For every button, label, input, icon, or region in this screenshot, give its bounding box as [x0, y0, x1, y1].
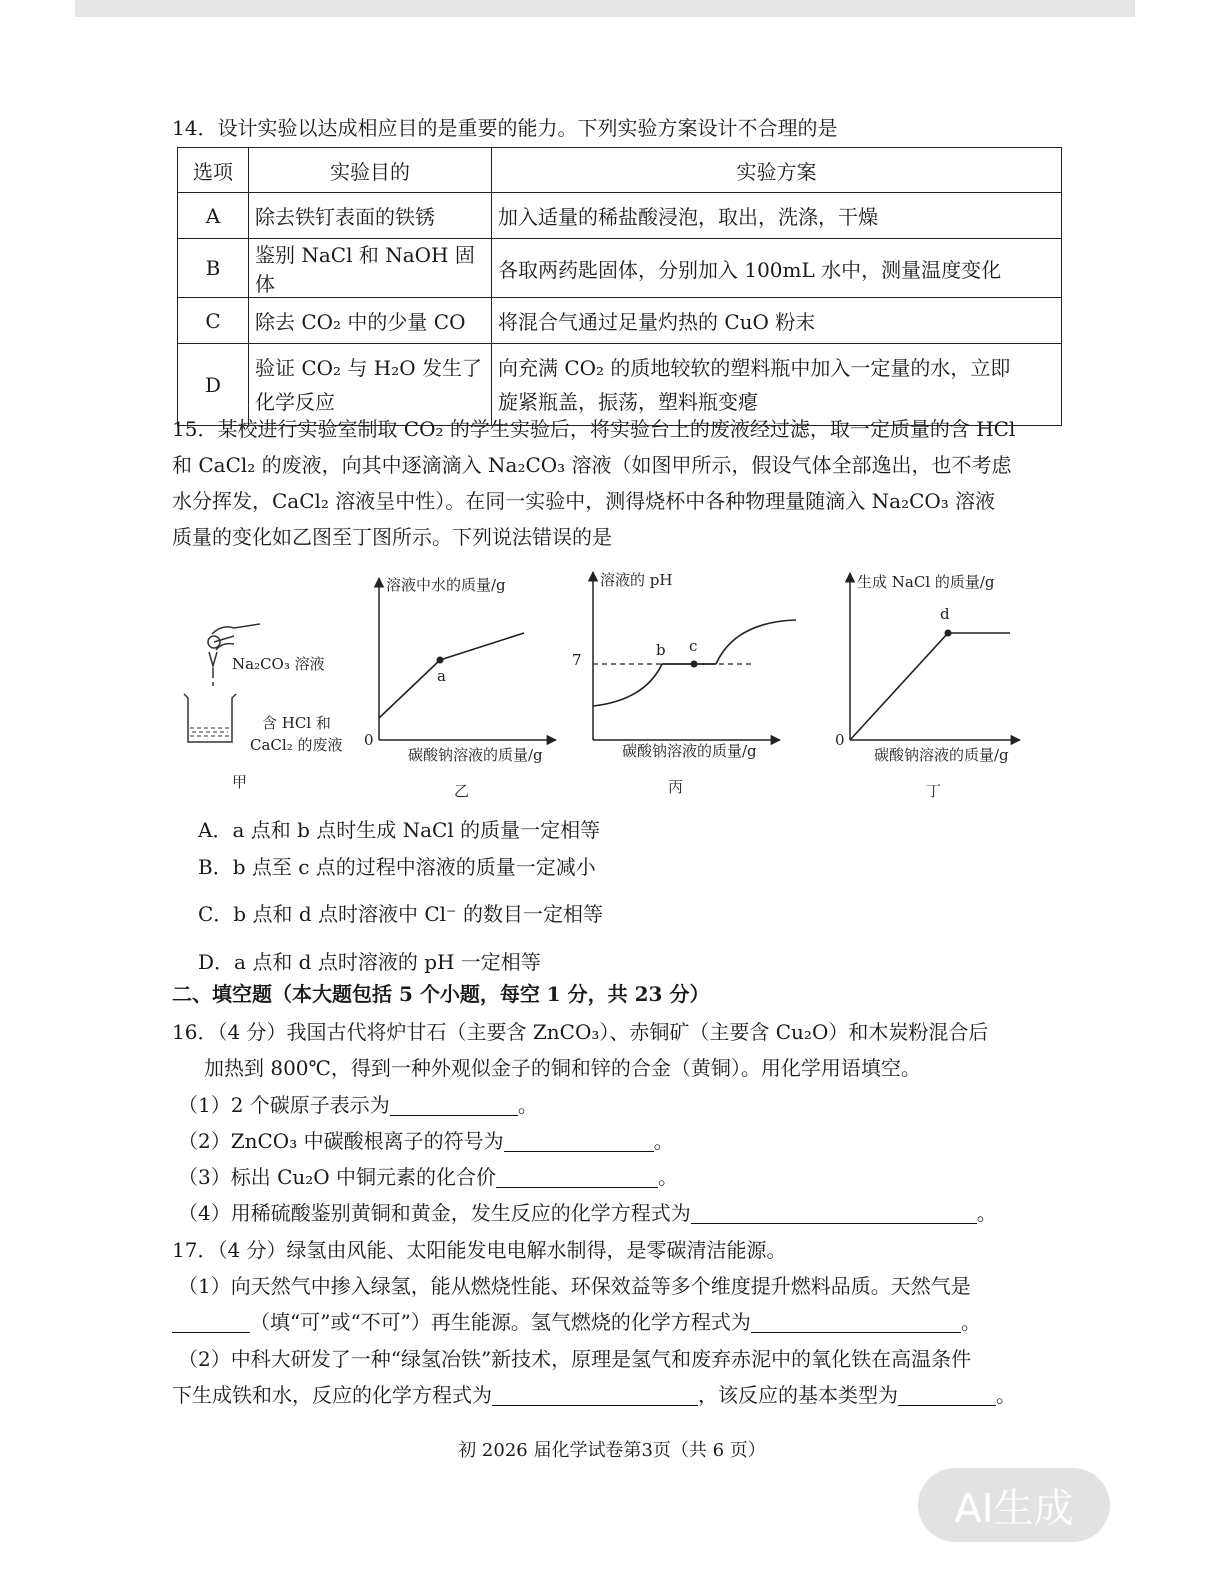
q17-part2-line2-text-b: ，该反应的基本类型为: [698, 1383, 898, 1407]
figure-yi: [364, 576, 556, 800]
answer-blank[interactable]: [898, 1385, 996, 1406]
ai-generated-badge: AI生成: [918, 1468, 1110, 1542]
purpose-cell: 除去 CO₂ 中的少量 CO: [249, 298, 492, 344]
ph-curve-rising: [593, 664, 662, 706]
header-plan: 实验方案: [492, 148, 1062, 193]
option-label: B: [178, 239, 249, 298]
q15-option-d: D．a 点和 d 点时溶液的 pH 一定相等: [198, 950, 541, 974]
x-axis-label: 碳酸钠溶液的质量/g: [622, 742, 757, 760]
q17-part1-line2-text: （填“可”或“不可”）再生能源。氢气燃烧的化学方程式为: [250, 1310, 751, 1334]
header-purpose: 实验目的: [249, 148, 492, 193]
end-mark: 。: [976, 1201, 997, 1225]
q16-stem-2: 加热到 800℃，得到一种外观似金子的铜和锌的合金（黄铜）。用化学用语填空。: [204, 1056, 921, 1080]
end-mark: 。: [653, 1129, 674, 1153]
origin-label: 0: [835, 731, 845, 749]
point-d-label: d: [940, 605, 950, 623]
beaker-label-2: CaCl₂ 的废液: [250, 736, 343, 754]
q17-part1-line2: [172, 1308, 981, 1336]
x-axis-label: 碳酸钠溶液的质量/g: [408, 746, 543, 764]
y-axis-label: 溶液中水的质量/g: [386, 576, 506, 594]
q15-line-2: 和 CaCl₂ 的废液，向其中逐滴滴入 Na₂CO₃ 溶液（如图甲所示，假设气体全部逸出，也不考虑: [172, 453, 1012, 477]
purpose-line-1: 验证 CO₂ 与 H₂O 发生了: [255, 355, 483, 380]
purpose-cell: 除去铁钉表面的铁锈: [249, 193, 492, 239]
beaker-liquid: [190, 728, 230, 736]
caption-jia: 甲: [232, 773, 248, 791]
q16-item-2-text: （2）ZnCO₃ 中碳酸根离子的符号为: [178, 1129, 504, 1153]
q15-option-c: C．b 点和 d 点时溶液中 Cl⁻ 的数目一定相等: [198, 902, 603, 926]
beaker: [184, 694, 236, 742]
answer-blank[interactable]: [751, 1312, 961, 1333]
water-mass-curve: [379, 633, 524, 718]
point-b-label: b: [656, 641, 666, 659]
origin-label: 0: [364, 731, 374, 749]
point-a-label: a: [437, 667, 446, 685]
q14-stem: 14．设计实验以达成相应目的是重要的能力。下列实验方案设计不合理的是: [172, 116, 838, 140]
caption-bing: 丙: [668, 778, 684, 796]
point-c: [691, 661, 698, 668]
header-option: 选项: [178, 148, 249, 193]
q17-part2-line2: [172, 1381, 1016, 1409]
plan-cell: 将混合气通过足量灼热的 CuO 粉末: [492, 298, 1062, 344]
q17-part2-line2-text-a: 下生成铁和水，反应的化学方程式为: [172, 1383, 492, 1407]
dropper-tube: [209, 652, 217, 686]
answer-blank[interactable]: [691, 1203, 977, 1224]
q16-item-2: [178, 1127, 674, 1155]
q16-item-4: [178, 1199, 997, 1227]
purpose-line-2: 化学反应: [255, 389, 335, 414]
q16-item-4-text: （4）用稀硫酸鉴别黄铜和黄金，发生反应的化学方程式为: [178, 1201, 691, 1225]
answer-blank[interactable]: [504, 1131, 654, 1152]
q15-option-a: A．a 点和 b 点时生成 NaCl 的质量一定相等: [198, 818, 601, 842]
caption-ding: 丁: [926, 782, 942, 800]
end-mark: 。: [960, 1310, 981, 1334]
answer-blank[interactable]: [390, 1095, 518, 1116]
option-label: D: [178, 344, 249, 426]
figure-bing: [572, 571, 796, 796]
page-footer: 初 2026 届化学试卷第3页（共 6 页）: [458, 1440, 766, 1461]
answer-blank[interactable]: [496, 1167, 658, 1188]
q15-line-1: 15．某校进行实验室制取 CO₂ 的学生实验后，将实验台上的废液经过滤，取一定质量的含 HCl: [172, 417, 1016, 441]
q16-stem-1: 16．（4 分）我国古代将炉甘石（主要含 ZnCO₃）、赤铜矿（主要含 Cu₂O）和木炭粉混合后: [172, 1020, 989, 1044]
y-tick-7: 7: [572, 651, 582, 669]
q15-option-b: B．b 点至 c 点的过程中溶液的质量一定减小: [198, 855, 596, 879]
x-axis-label: 碳酸钠溶液的质量/g: [874, 746, 1009, 764]
q16-item-1-text: （1）2 个碳原子表示为: [178, 1093, 390, 1117]
plan-cell: 各取两药匙固体，分别加入 100mL 水中，测量温度变化: [492, 239, 1062, 298]
point-a: [437, 657, 444, 664]
purpose-cell: 鉴别 NaCl 和 NaOH 固体: [249, 239, 492, 298]
end-mark: 。: [517, 1093, 538, 1117]
dropper-label: Na₂CO₃ 溶液: [232, 655, 325, 673]
beaker-label-1: 含 HCl 和: [262, 714, 331, 732]
section-2-title: 二、填空题（本大题包括 5 个小题，每空 1 分，共 23 分）: [172, 982, 710, 1006]
nacl-mass-curve: [850, 633, 1010, 740]
q16-item-3: [178, 1163, 678, 1191]
answer-blank[interactable]: [172, 1312, 250, 1333]
end-mark: 。: [658, 1165, 679, 1189]
figure-ding: [835, 573, 1020, 800]
q15-line-4: 质量的变化如乙图至丁图所示。下列说法错误的是: [172, 525, 612, 549]
q16-item-3-text: （3）标出 Cu₂O 中铜元素的化合价: [178, 1165, 497, 1189]
q17-part2-line1: （2）中科大研发了一种“绿氢冶铁”新技术，原理是氢气和废弃赤泥中的氧化铁在高温条件: [178, 1347, 972, 1371]
point-d: [945, 630, 952, 637]
y-axis-label: 溶液的 pH: [600, 571, 673, 589]
plan-line-1: 向充满 CO₂ 的质地较软的塑料瓶中加入一定量的水，立即: [498, 355, 1011, 380]
point-c-label: c: [689, 637, 698, 655]
q17-stem: 17．（4 分）绿氢由风能、太阳能发电电解水制得，是零碳清洁能源。: [172, 1238, 787, 1262]
q16-item-1: [178, 1091, 538, 1119]
end-mark: 。: [996, 1383, 1016, 1407]
option-label: C: [178, 298, 249, 344]
y-axis-label: 生成 NaCl 的质量/g: [857, 573, 995, 591]
figure-jia: [184, 624, 342, 791]
plan-cell: 加入适量的稀盐酸浸泡，取出，洗涤，干燥: [492, 193, 1062, 239]
q15-line-3: 水分挥发，CaCl₂ 溶液呈中性）。在同一实验中，测得烧杯中各种物理量随滴入 Na₂CO₃ 溶液: [172, 489, 996, 513]
caption-yi: 乙: [454, 782, 470, 800]
option-label: A: [178, 193, 249, 239]
ph-curve-end: [716, 620, 796, 664]
plan-line-2: 旋紧瓶盖，振荡，塑料瓶变瘪: [498, 389, 758, 414]
q17-part1-line1: （1）向天然气中掺入绿氢，能从燃烧性能、环保效益等多个维度提升燃料品质。天然气是: [178, 1274, 971, 1298]
answer-blank[interactable]: [492, 1385, 698, 1406]
